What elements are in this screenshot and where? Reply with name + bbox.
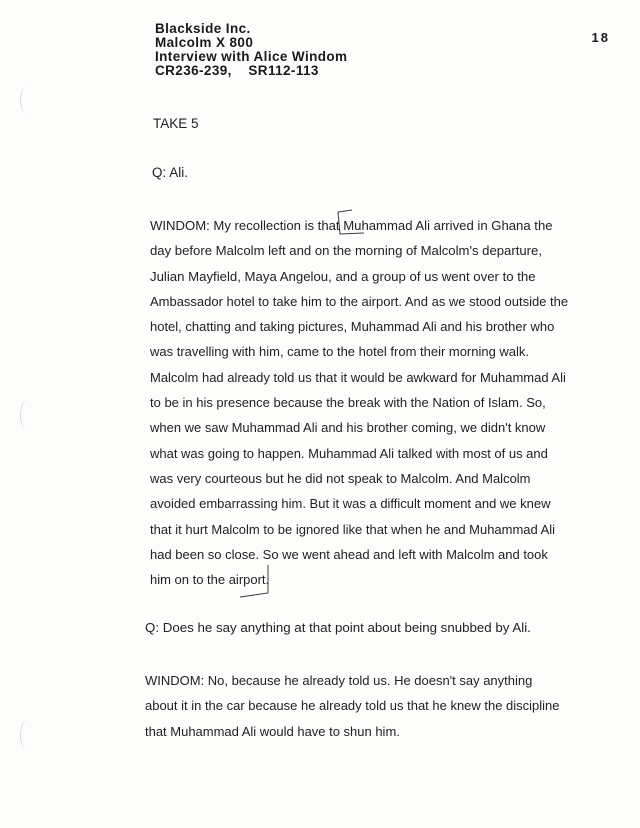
punch-hole-mark xyxy=(20,400,35,430)
answer-line: WINDOM: My recollection is that Muhammad Ali arrived in Ghana the xyxy=(150,218,553,233)
answer-line: Malcolm had already told us that it would be awkward for Muhammad Ali xyxy=(150,369,566,385)
answer-line: him on to the airport. xyxy=(150,572,270,588)
punch-hole-mark xyxy=(20,720,35,750)
header-project: Malcolm X 800 xyxy=(155,35,254,50)
answer-line: Ambassador hotel to take him to the airport. And as we stood outside the xyxy=(150,293,569,309)
selection-end-bracket xyxy=(232,563,274,605)
answer-line: what was going to happen. Muhammad Ali talked with most of us and xyxy=(150,445,548,461)
answer-line: that it hurt Malcolm to be ignored like that when he and Muhammad Ali xyxy=(150,521,556,537)
punch-hole-mark xyxy=(20,85,35,115)
answer-line: when we saw Muhammad Ali and his brother coming, we didn't know xyxy=(150,420,546,436)
page-number: 18 xyxy=(591,30,610,45)
answer-line: Julian Mayfield, Maya Angelou, and a group of us went over to the xyxy=(150,268,536,284)
take-label: TAKE 5 xyxy=(153,116,199,131)
header-roll-numbers: CR236-239, SR112-113 xyxy=(155,63,319,78)
answer-line: about it in the car because he already told us that he knew the discipline xyxy=(145,698,560,714)
answer-line: hotel, chatting and taking pictures, Muhammad Ali and his brother who xyxy=(150,319,555,335)
question-2: Q: Does he say anything at that point about being snubbed by Ali. xyxy=(145,620,531,635)
answer-line: day before Malcolm left and on the morning of Malcolm's departure, xyxy=(150,243,542,259)
answer-1 xyxy=(150,213,574,592)
answer-line: was travelling with him, came to the hotel from their morning walk. xyxy=(150,344,530,360)
header-company: Blackside Inc. xyxy=(155,21,251,36)
header-interview: Interview with Alice Windom xyxy=(155,49,348,64)
answer-line: WINDOM: No, because he already told us. He doesn't say anything xyxy=(145,673,533,688)
question-1: Q: Ali. xyxy=(152,165,189,180)
answer-line: had been so close. So we went ahead and left with Malcolm and took xyxy=(150,546,548,562)
answer-line: avoided embarrassing him. But it was a difficult moment and we knew xyxy=(150,496,551,512)
answer-line: that Muhammad Ali would have to shun him. xyxy=(145,723,400,739)
document-header xyxy=(155,22,347,78)
answer-line: to be in his presence because the break with the Nation of Islam. So, xyxy=(150,395,546,411)
selection-start-bracket xyxy=(334,208,374,236)
answer-line: was very courteous but he did not speak to Malcolm. And Malcolm xyxy=(150,470,531,486)
answer-2 xyxy=(145,668,566,744)
